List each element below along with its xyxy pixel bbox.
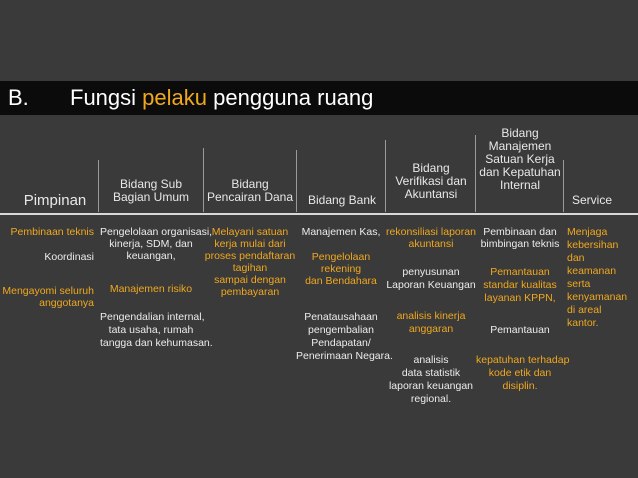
title-highlight: pelaku (142, 85, 208, 110)
divider-3 (296, 150, 297, 212)
title-post: pengguna ruang (213, 85, 374, 110)
pencairan-item: kerja mulai dari (214, 238, 286, 250)
pencairan-item: sampai dengan (214, 274, 286, 286)
pencairan-item: tagihan (232, 262, 268, 274)
bank-item: Penatausahaan (304, 311, 378, 323)
service-item: keamanan (567, 265, 617, 277)
pencairan-item: proses pendaftaran (204, 250, 296, 262)
bank-item: Pengelolaan (311, 251, 371, 263)
header-pimpinan: Pimpinan (23, 192, 87, 209)
verifikasi-item: analisis kinerja (396, 310, 466, 322)
manajemen-item: Pemantauan (490, 266, 550, 278)
service-item: kenyamanan (567, 291, 628, 303)
header-sub-bagian: Bidang Sub Bagian Umum (112, 177, 190, 204)
manajemen-item: bimbingan teknis (480, 238, 560, 250)
service-item: di areal (567, 304, 602, 316)
header-bank: Bidang Bank (307, 193, 377, 207)
verifikasi-item: anggaran (408, 323, 454, 335)
bank-item: Manajemen Kas, (301, 226, 381, 238)
sub-bagian-item: keuangan, (126, 250, 176, 262)
manajemen-item: Pemantauan (490, 324, 550, 336)
verifikasi-item: akuntansi (408, 238, 454, 250)
verifikasi-item: analisis (413, 354, 449, 366)
sub-bagian-item: tata usaha, rumah (108, 324, 194, 336)
header-manajemen: Bidang Manajemen Satuan Kerja dan Kepatuhan Internal (479, 126, 561, 192)
header-verifikasi: Bidang Verifikasi dan Akuntansi (395, 161, 467, 201)
verifikasi-item: penyusunan (402, 266, 460, 278)
header-service: Service (571, 193, 612, 207)
verifikasi-item: rekonsiliasi laporan (386, 226, 476, 238)
verifikasi-item: Laporan Keuangan (386, 279, 476, 291)
sub-bagian-item: tangga dan kehumasan. (100, 337, 213, 349)
bank-item: pengembalian (308, 324, 374, 336)
sub-bagian-item: Pengendalian internal, (100, 311, 205, 323)
verifikasi-item: laporan keuangan (388, 380, 474, 392)
service-item: serta (567, 278, 591, 290)
divider-1 (98, 160, 99, 212)
section-letter: B. (8, 85, 29, 110)
bank-item: Pendapatan/ (311, 337, 371, 349)
title-bar (0, 81, 638, 115)
bank-item: rekening (320, 263, 362, 275)
header-pencairan: Bidang Pencairan Dana (206, 177, 294, 204)
pencairan-item: pembayaran (220, 286, 280, 298)
verifikasi-item: data statistik (401, 367, 461, 379)
page-title (70, 85, 373, 111)
bank-item: Penerimaan Negara. (296, 350, 393, 362)
manajemen-item: layanan KPPN, (484, 292, 556, 304)
title-pre: Fungsi (70, 85, 137, 110)
manajemen-item: Pembinaan dan (483, 226, 557, 238)
sub-bagian-item: Pengelolaan organisasi, (100, 226, 213, 238)
manajemen-item: standar kualitas (483, 279, 557, 291)
header-rule (0, 213, 638, 215)
pimpinan-item: Koordinasi (44, 251, 94, 263)
service-item: kebersihan (567, 239, 619, 251)
sub-bagian-item: kinerja, SDM, dan (109, 238, 193, 250)
pimpinan-item: anggotanya (39, 297, 94, 309)
bank-item: dan Bendahara (305, 275, 377, 287)
service-item: Menjaga (567, 226, 608, 238)
service-item: dan (567, 252, 585, 264)
service-item: kantor. (567, 317, 599, 329)
sub-bagian-item: Manajemen risiko (109, 283, 193, 295)
verifikasi-item: regional. (410, 393, 452, 405)
manajemen-item: disiplin. (502, 380, 538, 392)
pimpinan-item: Mengayomi seluruh (2, 285, 94, 297)
manajemen-item: kode etik dan (488, 367, 552, 379)
manajemen-item: kepatuhan terhadap (476, 354, 570, 366)
pencairan-item: Melayani satuan (211, 226, 289, 238)
pimpinan-item: Pembinaan teknis (10, 226, 94, 238)
